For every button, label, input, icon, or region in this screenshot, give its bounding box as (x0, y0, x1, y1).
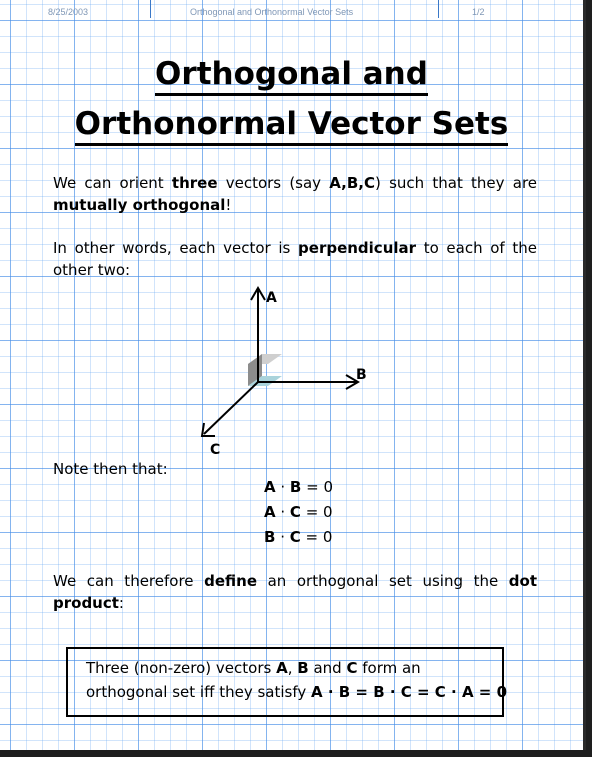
paragraph-intro: We can orient three vectors (say A,B,C) such that they are mutually orthogonal! (53, 174, 538, 214)
paragraph-define: We can therefore define an orthogonal set using the dot product: (53, 572, 537, 612)
equation-ac: A · C = 0 (264, 503, 333, 521)
header-date: 8/25/2003 (48, 7, 89, 17)
definition-equation: A · B = B · C = C · A = 0 (311, 683, 508, 701)
label-c: C (210, 442, 221, 458)
header-page-number: 1/2 (472, 7, 485, 17)
header-divider (150, 0, 151, 18)
vector-c-axis (204, 382, 258, 434)
definition-box (66, 647, 508, 717)
definition-line1: Three (non-zero) vectors A, B and C form an (86, 659, 421, 677)
label-b: B (356, 367, 367, 383)
label-a: A (266, 290, 277, 306)
equation-ab: A · B = 0 (264, 478, 334, 496)
header-title: Orthogonal and Orthonormal Vector Sets (190, 7, 354, 17)
page-title-line2: Orthonormal Vector Sets (0, 106, 583, 142)
paragraph-perpendicular: In other words, each vector is perpendicular to each of the other two: (53, 239, 537, 279)
page-title-line1: Orthogonal and (0, 56, 583, 92)
header-divider (438, 0, 439, 18)
equation-bc: B · C = 0 (264, 528, 333, 546)
orthogonal-axes-diagram (190, 278, 390, 458)
definition-line2: orthogonal set iff they satisfy A · B = B · C = C · A = 0 (86, 683, 508, 701)
paragraph-note: Note then that: (53, 460, 168, 478)
